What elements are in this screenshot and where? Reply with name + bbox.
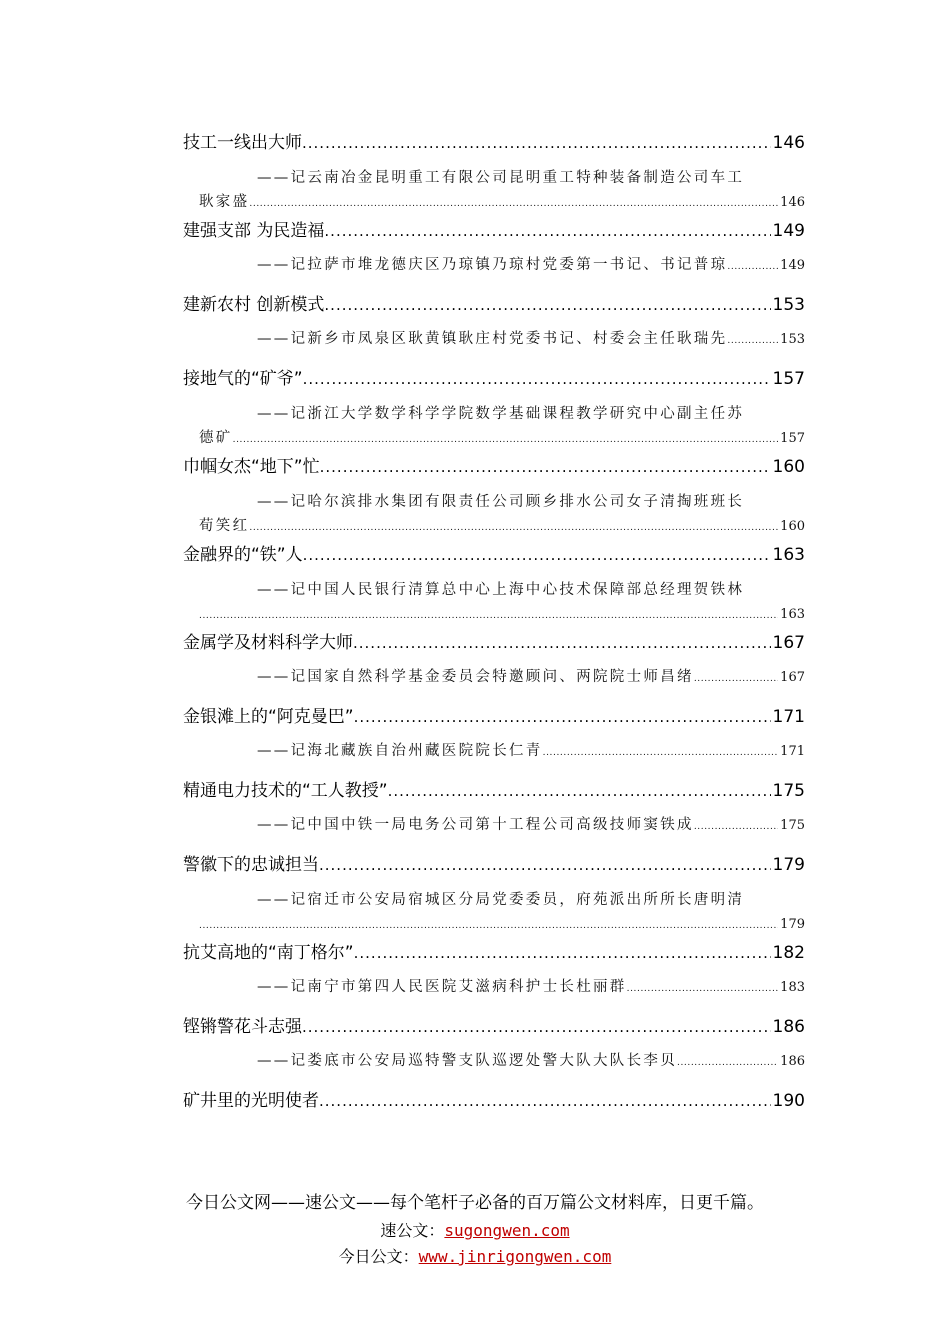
toc-subtitle-line: ——记宿迁市公安局宿城区分局党委委员，府苑派出所所长唐明清 bbox=[257, 892, 745, 908]
sugongwen-link[interactable]: sugongwen.com bbox=[444, 1221, 570, 1240]
toc-subtitle-line: 荀笑红 bbox=[199, 518, 250, 534]
dot-leader bbox=[324, 216, 770, 246]
toc-title-row[interactable] bbox=[183, 540, 805, 577]
toc-subtitle-line: ——记中国中铁一局电务公司第十工程公司高级技师窦铁成 bbox=[257, 817, 694, 833]
toc-entry[interactable] bbox=[183, 702, 805, 776]
dot-leader bbox=[302, 1012, 771, 1042]
toc-title: 金属学及材料科学大师 bbox=[183, 633, 353, 653]
dot-leader bbox=[302, 128, 771, 158]
table-of-contents bbox=[183, 128, 805, 1123]
toc-page-number: 179 bbox=[772, 855, 805, 875]
toc-subtitle bbox=[199, 887, 805, 938]
toc-subtitle bbox=[199, 813, 805, 850]
toc-subtitle-line: ——记海北藏族自治州藏医院院长仁青 bbox=[257, 743, 543, 759]
dot-leader bbox=[233, 427, 779, 451]
toc-entry[interactable] bbox=[183, 628, 805, 702]
dot-leader bbox=[694, 665, 778, 691]
toc-title: 铿锵警花斗志强 bbox=[183, 1017, 302, 1037]
toc-entry[interactable] bbox=[183, 1012, 805, 1086]
toc-page-number: 163 bbox=[772, 545, 805, 565]
toc-entry[interactable] bbox=[183, 128, 805, 216]
toc-subtitle bbox=[199, 489, 805, 540]
toc-subtitle-page: 146 bbox=[780, 195, 805, 210]
toc-entry[interactable] bbox=[183, 776, 805, 850]
toc-title-row[interactable] bbox=[183, 628, 805, 665]
toc-page-number: 175 bbox=[772, 781, 805, 801]
dot-leader bbox=[319, 850, 771, 880]
toc-subtitle-line: ——记拉萨市堆龙德庆区乃琼镇乃琼村党委第一书记、书记普琼 bbox=[257, 257, 728, 273]
toc-subtitle-page: 175 bbox=[780, 818, 805, 833]
toc-subtitle bbox=[199, 739, 805, 776]
toc-subtitle bbox=[199, 665, 805, 702]
dot-leader bbox=[320, 452, 771, 482]
toc-subtitle-page: 183 bbox=[780, 980, 805, 995]
toc-page-number: 171 bbox=[772, 707, 805, 727]
toc-subtitle-line: ——记中国人民银行清算总中心上海中心技术保障部总经理贺铁林 bbox=[257, 582, 745, 598]
toc-title-row[interactable] bbox=[183, 1086, 805, 1123]
toc-title-row[interactable] bbox=[183, 702, 805, 739]
toc-subtitle-page: 153 bbox=[780, 332, 805, 347]
toc-entry[interactable] bbox=[183, 216, 805, 290]
toc-subtitle-page: 149 bbox=[780, 258, 805, 273]
toc-subtitle-page: 186 bbox=[780, 1054, 805, 1069]
dot-leader bbox=[354, 938, 771, 968]
toc-title: 警徽下的忠诚担当 bbox=[183, 855, 319, 875]
toc-subtitle bbox=[199, 253, 805, 290]
toc-subtitle bbox=[199, 327, 805, 364]
dot-leader bbox=[694, 813, 778, 839]
dot-leader bbox=[354, 702, 771, 732]
toc-subtitle-page: 160 bbox=[780, 519, 805, 534]
toc-title-row[interactable] bbox=[183, 850, 805, 887]
toc-title: 接地气的“矿爷” bbox=[183, 369, 303, 389]
dot-leader bbox=[199, 603, 778, 627]
toc-subtitle bbox=[199, 975, 805, 1012]
dot-leader bbox=[677, 1049, 778, 1075]
toc-subtitle-line: 耿家盛 bbox=[199, 194, 250, 210]
toc-subtitle-line: ——记娄底市公安局巡特警支队巡逻处警大队大队长李贝 bbox=[257, 1053, 677, 1069]
toc-title-row[interactable] bbox=[183, 452, 805, 489]
dot-leader bbox=[727, 327, 778, 353]
toc-entry[interactable] bbox=[183, 938, 805, 1012]
dot-leader bbox=[303, 364, 771, 394]
toc-title: 矿井里的光明使者 bbox=[183, 1091, 319, 1111]
footer-label: 今日公文： bbox=[338, 1247, 419, 1266]
toc-subtitle-line: 德矿 bbox=[199, 430, 233, 446]
dot-leader bbox=[249, 515, 778, 539]
toc-subtitle-line: ——记云南冶金昆明重工有限公司昆明重工特种装备制造公司车工 bbox=[257, 170, 745, 186]
jinrigongwen-link[interactable]: www.jinrigongwen.com bbox=[418, 1247, 612, 1266]
dot-leader bbox=[324, 290, 770, 320]
toc-entry[interactable] bbox=[183, 290, 805, 364]
toc-page-number: 182 bbox=[772, 943, 805, 963]
toc-title: 建强支部 为民造福 bbox=[183, 221, 325, 241]
toc-title-row[interactable] bbox=[183, 364, 805, 401]
toc-title-row[interactable] bbox=[183, 216, 805, 253]
toc-page-number: 146 bbox=[772, 133, 805, 153]
toc-title-row[interactable] bbox=[183, 128, 805, 165]
toc-page-number: 157 bbox=[772, 369, 805, 389]
footer-label: 速公文： bbox=[380, 1221, 445, 1240]
toc-subtitle-page: 179 bbox=[780, 917, 805, 932]
toc-subtitle-line: ——记国家自然科学基金委员会特邀顾问、两院院士师昌绪 bbox=[257, 669, 694, 685]
toc-title-row[interactable] bbox=[183, 776, 805, 813]
dot-leader bbox=[543, 739, 779, 765]
toc-subtitle bbox=[199, 401, 805, 452]
toc-title: 技工一线出大师 bbox=[183, 133, 302, 153]
toc-entry[interactable] bbox=[183, 850, 805, 938]
toc-entry[interactable] bbox=[183, 540, 805, 628]
dot-leader bbox=[249, 191, 778, 215]
toc-entry[interactable] bbox=[183, 452, 805, 540]
toc-page-number: 167 bbox=[772, 633, 805, 653]
toc-title: 抗艾高地的“南丁格尔” bbox=[183, 943, 354, 963]
dot-leader bbox=[319, 1086, 771, 1116]
footer-jinrigongwen bbox=[0, 1244, 950, 1267]
toc-title: 金融界的“铁”人 bbox=[183, 545, 303, 565]
toc-title: 金银滩上的“阿克曼巴” bbox=[183, 707, 354, 727]
dot-leader bbox=[388, 776, 771, 806]
toc-subtitle-page: 171 bbox=[780, 744, 805, 759]
toc-subtitle-page: 163 bbox=[780, 607, 805, 622]
toc-subtitle-page: 167 bbox=[780, 670, 805, 685]
toc-page-number: 186 bbox=[772, 1017, 805, 1037]
toc-page-number: 149 bbox=[772, 221, 805, 241]
dot-leader bbox=[199, 913, 778, 937]
footer-banner: 今日公文网——速公文——每个笔杆子必备的百万篇公文材料库，日更千篇。 bbox=[186, 1193, 764, 1213]
toc-subtitle bbox=[199, 165, 805, 216]
toc-subtitle bbox=[199, 577, 805, 628]
toc-subtitle-line: ——记南宁市第四人民医院艾滋病科护士长杜丽群 bbox=[257, 979, 627, 995]
toc-page-number: 160 bbox=[772, 457, 805, 477]
dot-leader bbox=[627, 975, 779, 1001]
toc-title-row[interactable] bbox=[183, 1012, 805, 1049]
toc-page-number: 153 bbox=[772, 295, 805, 315]
footer-sugongwen bbox=[0, 1218, 950, 1241]
toc-subtitle-line: ——记新乡市凤泉区耿黄镇耿庄村党委书记、村委会主任耿瑞先 bbox=[257, 331, 728, 347]
toc-title-row[interactable] bbox=[183, 938, 805, 975]
toc-subtitle-line: ——记浙江大学数学科学学院数学基础课程教学研究中心副主任苏 bbox=[257, 406, 745, 422]
toc-title: 精通电力技术的“工人教授” bbox=[183, 781, 388, 801]
toc-subtitle-page: 157 bbox=[780, 431, 805, 446]
toc-subtitle bbox=[199, 1049, 805, 1086]
toc-page-number: 190 bbox=[772, 1091, 805, 1111]
dot-leader bbox=[303, 540, 771, 570]
toc-entry[interactable] bbox=[183, 1086, 805, 1123]
toc-title-row[interactable] bbox=[183, 290, 805, 327]
toc-subtitle-line: ——记哈尔滨排水集团有限责任公司顾乡排水公司女子清掏班班长 bbox=[257, 494, 745, 510]
toc-entry[interactable] bbox=[183, 364, 805, 452]
dot-leader bbox=[353, 628, 771, 658]
toc-title: 建新农村 创新模式 bbox=[183, 295, 325, 315]
dot-leader bbox=[727, 253, 778, 279]
toc-title: 巾帼女杰“地下”忙 bbox=[183, 457, 320, 477]
